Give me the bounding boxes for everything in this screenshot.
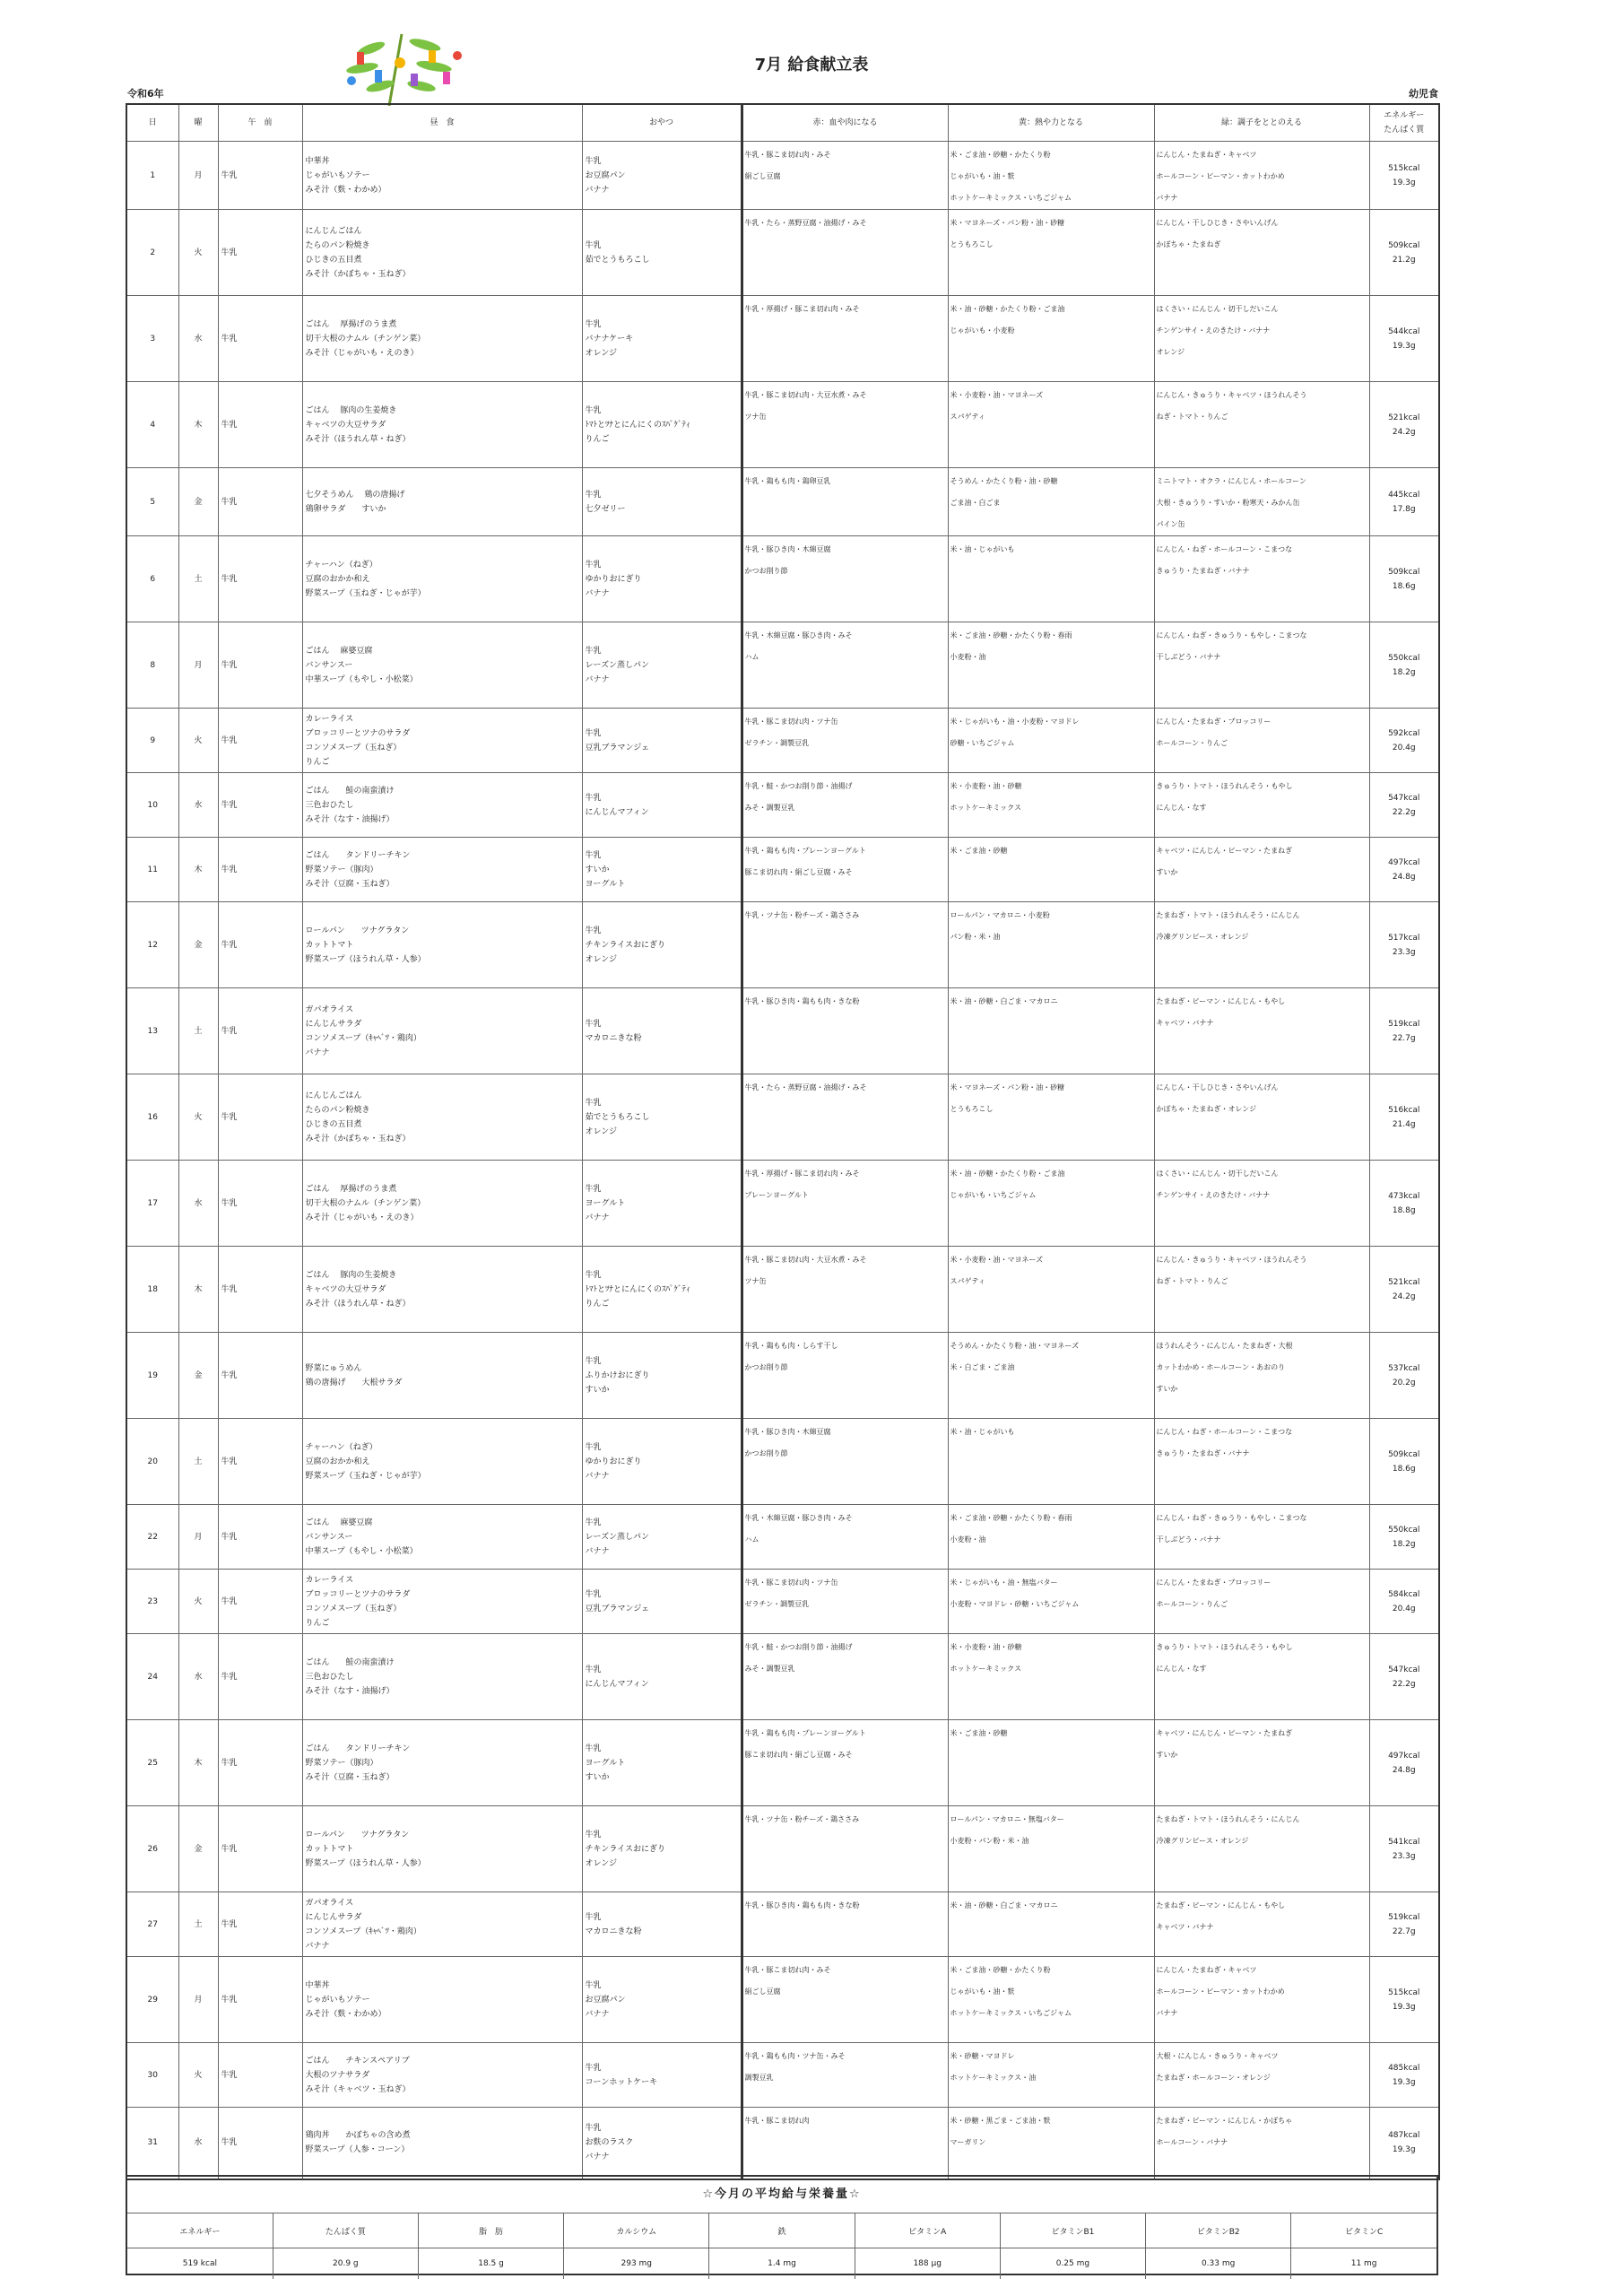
yellow-group-cell: そうめん・かたくり粉・油・砂糖 ごま油・白ごま: [948, 468, 1154, 536]
snack-cell: 牛乳 レーズン蒸しパン バナナ: [582, 622, 742, 709]
yellow-group-cell: 米・じゃがいも・油・小麦粉・マヨドレ 砂糖・いちごジャム: [948, 709, 1154, 773]
day-cell: 29: [126, 1957, 178, 2043]
table-row: [126, 1161, 1439, 1247]
average-value-cell: 11 mg: [1350, 2259, 1377, 2268]
average-label-cell: ビタミンA: [855, 2213, 1000, 2248]
morning-cell: 牛乳: [218, 142, 302, 210]
day-cell: 24: [126, 1634, 178, 1720]
snack-cell: 牛乳 マカロニきな粉: [582, 1892, 742, 1957]
morning-cell: 牛乳: [218, 709, 302, 773]
morning-cell: 牛乳: [218, 2043, 302, 2108]
energy-cell: 473kcal 18.8g: [1369, 1161, 1439, 1247]
average-label-cell: ビタミンB1: [1000, 2213, 1145, 2248]
average-label-cell: たんぱく質: [273, 2213, 418, 2248]
weekday-cell: 金: [178, 902, 218, 988]
weekday-cell: 土: [178, 988, 218, 1074]
green-group-cell: ほうれんそう・にんじん・たまねぎ・大根 カットわかめ・ホールコーン・あおのり すいか: [1154, 1333, 1369, 1419]
col-lunch: 昼 食: [302, 104, 582, 142]
lunch-cell: 中華丼 じゃがいもソテー みそ汁（麩・わかめ）: [302, 142, 582, 210]
green-group-cell: にんじん・きゅうり・キャベツ・ほうれんそう ねぎ・トマト・りんご: [1154, 1247, 1369, 1333]
lunch-cell: ごはん 麻婆豆腐 バンサンスー 中華スープ（もやし・小松菜）: [302, 1505, 582, 1570]
yellow-group-cell: 米・小麦粉・油・マヨネーズ スパゲティ: [948, 1247, 1154, 1333]
day-cell: 17: [126, 1161, 178, 1247]
table-row: [126, 1957, 1439, 2043]
table-row: [126, 2043, 1439, 2108]
morning-cell: 牛乳: [218, 1806, 302, 1892]
energy-cell: 497kcal 24.8g: [1369, 1720, 1439, 1806]
red-group-cell: 牛乳・鶏もも肉・ツナ缶・みそ 調製豆乳: [742, 2043, 948, 2108]
energy-cell: 544kcal 19.3g: [1369, 296, 1439, 382]
yellow-group-cell: 米・油・砂糖・かたくり粉・ごま油 じゃがいも・小麦粉: [948, 296, 1154, 382]
category-label: 幼児食: [1409, 88, 1438, 100]
yellow-group-cell: 米・じゃがいも・油・無塩バター 小麦粉・マヨドレ・砂糖・いちごジャム: [948, 1570, 1154, 1634]
red-group-cell: 牛乳・豚ひき肉・木綿豆腐 かつお削り節: [742, 1419, 948, 1505]
table-row: [126, 536, 1439, 622]
col-weekday: 曜: [178, 104, 218, 142]
col-red: 赤：血や肉になる: [742, 104, 948, 142]
red-group-cell: 牛乳・鶏もも肉・プレーンヨーグルト 豚こま切れ肉・絹ごし豆腐・みそ: [742, 838, 948, 902]
yellow-group-cell: 米・ごま油・砂糖・かたくり粉・春雨 小麦粉・油: [948, 622, 1154, 709]
day-cell: 30: [126, 2043, 178, 2108]
morning-cell: 牛乳: [218, 2108, 302, 2179]
snack-cell: 牛乳 ゆかりおにぎり バナナ: [582, 536, 742, 622]
yellow-group-cell: 米・油・砂糖・白ごま・マカロニ: [948, 1892, 1154, 1957]
morning-cell: 牛乳: [218, 296, 302, 382]
energy-cell: 485kcal 19.3g: [1369, 2043, 1439, 2108]
weekday-cell: 木: [178, 382, 218, 468]
weekday-cell: 金: [178, 1333, 218, 1419]
yellow-group-cell: 米・ごま油・砂糖・かたくり粉・春雨 小麦粉・油: [948, 1505, 1154, 1570]
red-group-cell: 牛乳・鶏もも肉・プレーンヨーグルト 豚こま切れ肉・絹ごし豆腐・みそ: [742, 1720, 948, 1806]
green-group-cell: にんじん・ねぎ・きゅうり・もやし・こまつな 干しぶどう・バナナ: [1154, 622, 1369, 709]
average-label-cell: ビタミンC: [1291, 2213, 1436, 2248]
weekday-cell: 土: [178, 536, 218, 622]
lunch-cell: ごはん 麻婆豆腐 バンサンスー 中華スープ（もやし・小松菜）: [302, 622, 582, 709]
table-row: [126, 902, 1439, 988]
table-row: [126, 1333, 1439, 1419]
yellow-group-cell: 米・砂糖・黒ごま・ごま油・麩 マーガリン: [948, 2108, 1154, 2179]
energy-cell: 487kcal 19.3g: [1369, 2108, 1439, 2179]
yellow-group-cell: 米・油・じゃがいも: [948, 536, 1154, 622]
table-row: [126, 1247, 1439, 1333]
red-group-cell: 牛乳・鶏もも肉・しらす干し かつお削り節: [742, 1333, 948, 1419]
yellow-group-cell: ロールパン・マカロニ・小麦粉 パン粉・米・油: [948, 902, 1154, 988]
average-value-cell: 20.9 g: [273, 2248, 418, 2280]
snack-cell: 牛乳 お麩のラスク バナナ: [582, 2108, 742, 2179]
red-group-cell: 牛乳・ツナ缶・粉チーズ・鶏ささみ: [742, 1806, 948, 1892]
yellow-group-cell: 米・マヨネーズ・パン粉・油・砂糖 とうもろこし: [948, 210, 1154, 296]
green-group-cell: にんじん・たまねぎ・ブロッコリー ホールコーン・りんご: [1154, 1570, 1369, 1634]
table-row: [126, 838, 1439, 902]
day-cell: 9: [126, 709, 178, 773]
morning-cell: 牛乳: [218, 773, 302, 838]
average-value-cell: 293 mg: [564, 2248, 709, 2280]
weekday-cell: 水: [178, 296, 218, 382]
morning-cell: 牛乳: [218, 536, 302, 622]
green-group-cell: にんじん・ねぎ・きゅうり・もやし・こまつな 干しぶどう・バナナ: [1154, 1505, 1369, 1570]
lunch-cell: 七夕そうめん 鶏の唐揚げ 鶏卵サラダ すいか: [302, 468, 582, 536]
energy-cell: 519kcal 22.7g: [1369, 988, 1439, 1074]
red-group-cell: 牛乳・豚こま切れ肉・みそ 絹ごし豆腐: [742, 142, 948, 210]
green-group-cell: たまねぎ・ピーマン・にんじん・もやし キャベツ・バナナ: [1154, 1892, 1369, 1957]
weekday-cell: 火: [178, 210, 218, 296]
green-group-cell: にんじん・ねぎ・ホールコーン・こまつな きゅうり・たまねぎ・バナナ: [1154, 1419, 1369, 1505]
red-group-cell: 牛乳・ツナ缶・粉チーズ・鶏ささみ: [742, 902, 948, 988]
table-row: [126, 1720, 1439, 1806]
lunch-cell: にんじんごはん たらのパン粉焼き ひじきの五目煮 みそ汁（かぼちゃ・玉ねぎ）: [302, 1074, 582, 1161]
lunch-cell: ごはん 豚肉の生姜焼き キャベツの大豆サラダ みそ汁（ほうれん草・ねぎ）: [302, 382, 582, 468]
col-morning: 午 前: [218, 104, 302, 142]
lunch-cell: チャーハン（ねぎ） 豆腐のおかか和え 野菜スープ（玉ねぎ・じゃが芋）: [302, 536, 582, 622]
snack-cell: 牛乳 にんじんマフィン: [582, 773, 742, 838]
red-group-cell: 牛乳・厚揚げ・豚こま切れ肉・みそ プレーンヨーグルト: [742, 1161, 948, 1247]
snack-cell: 牛乳 ﾄﾏﾄとﾂﾅとにんにくのｽﾊﾟｹﾞﾃｨ りんご: [582, 1247, 742, 1333]
green-group-cell: はくさい・にんじん・切干しだいこん チンゲンサイ・えのきたけ・バナナ: [1154, 1161, 1369, 1247]
energy-cell: 515kcal 19.3g: [1369, 1957, 1439, 2043]
weekday-cell: 月: [178, 1957, 218, 2043]
day-cell: 19: [126, 1333, 178, 1419]
table-row: [126, 2108, 1439, 2179]
green-group-cell: にんじん・たまねぎ・キャベツ ホールコーン・ピーマン・カットわかめ バナナ: [1154, 142, 1369, 210]
red-group-cell: 牛乳・たら・蒸野豆腐・油揚げ・みそ: [742, 1074, 948, 1161]
lunch-cell: ごはん タンドリーチキン 野菜ソテー（豚肉） みそ汁（豆腐・玉ねぎ）: [302, 838, 582, 902]
yellow-group-cell: 米・油・砂糖・白ごま・マカロニ: [948, 988, 1154, 1074]
green-group-cell: にんじん・たまねぎ・ブロッコリー ホールコーン・りんご: [1154, 709, 1369, 773]
energy-cell: 515kcal 19.3g: [1369, 142, 1439, 210]
weekday-cell: 火: [178, 1570, 218, 1634]
morning-cell: 牛乳: [218, 1333, 302, 1419]
weekday-cell: 水: [178, 2108, 218, 2179]
morning-cell: 牛乳: [218, 1074, 302, 1161]
morning-cell: 牛乳: [218, 1720, 302, 1806]
snack-cell: 牛乳 チキンライスおにぎり オレンジ: [582, 902, 742, 988]
red-group-cell: 牛乳・鮭・かつお削り節・油揚げ みそ・調製豆乳: [742, 773, 948, 838]
snack-cell: 牛乳 お豆腐パン バナナ: [582, 1957, 742, 2043]
energy-cell: 509kcal 18.6g: [1369, 1419, 1439, 1505]
average-label-cell: 脂 肪: [418, 2213, 563, 2248]
weekday-cell: 火: [178, 2043, 218, 2108]
menu-table: [126, 103, 1440, 2180]
green-group-cell: たまねぎ・トマト・ほうれんそう・にんじん 冷凍グリンピース・オレンジ: [1154, 1806, 1369, 1892]
red-group-cell: 牛乳・豚ひき肉・鶏もも肉・きな粉: [742, 1892, 948, 1957]
green-group-cell: たまねぎ・トマト・ほうれんそう・にんじん 冷凍グリンピース・オレンジ: [1154, 902, 1369, 988]
red-group-cell: 牛乳・豚こま切れ肉・大豆水煮・みそ ツナ缶: [742, 1247, 948, 1333]
snack-cell: 牛乳 ﾄﾏﾄとﾂﾅとにんにくのｽﾊﾟｹﾞﾃｨ りんご: [582, 382, 742, 468]
snack-cell: 牛乳 レーズン蒸しパン バナナ: [582, 1505, 742, 1570]
yellow-group-cell: 米・油・じゃがいも: [948, 1419, 1154, 1505]
energy-cell: 519kcal 22.7g: [1369, 1892, 1439, 1957]
yellow-group-cell: 米・小麦粉・油・砂糖 ホットケーキミックス: [948, 1634, 1154, 1720]
day-cell: 20: [126, 1419, 178, 1505]
green-group-cell: たまねぎ・ピーマン・にんじん・もやし キャベツ・バナナ: [1154, 988, 1369, 1074]
lunch-cell: ごはん 厚揚げのうま煮 切干大根のナムル（チンゲン菜） みそ汁（じゃがいも・えのき）: [302, 1161, 582, 1247]
average-labels-row: [127, 2213, 1436, 2248]
energy-cell: 497kcal 24.8g: [1369, 838, 1439, 902]
red-group-cell: 牛乳・鮭・かつお削り節・油揚げ みそ・調製豆乳: [742, 1634, 948, 1720]
weekday-cell: 月: [178, 142, 218, 210]
red-group-cell: 牛乳・豚こま切れ肉: [742, 2108, 948, 2179]
yellow-group-cell: 米・マヨネーズ・パン粉・油・砂糖 とうもろこし: [948, 1074, 1154, 1161]
table-row: [126, 468, 1439, 536]
green-group-cell: にんじん・干しひじき・さやいんげん かぼちゃ・たまねぎ・オレンジ: [1154, 1074, 1369, 1161]
table-row: [126, 382, 1439, 468]
table-row: [126, 210, 1439, 296]
snack-cell: 牛乳 チキンライスおにぎり オレンジ: [582, 1806, 742, 1892]
energy-cell: 516kcal 21.4g: [1369, 1074, 1439, 1161]
weekday-cell: 水: [178, 1634, 218, 1720]
table-row: [126, 1892, 1439, 1957]
energy-cell: 550kcal 18.2g: [1369, 622, 1439, 709]
day-cell: 3: [126, 296, 178, 382]
lunch-cell: チャーハン（ねぎ） 豆腐のおかか和え 野菜スープ（玉ねぎ・じゃが芋）: [302, 1419, 582, 1505]
day-cell: 18: [126, 1247, 178, 1333]
lunch-cell: ガパオライス にんじんサラダ コンソメスープ（ｷｬﾍﾞﾂ・鶏肉） バナナ: [302, 988, 582, 1074]
era-label: 令和6年: [127, 88, 164, 100]
table-row: [126, 1505, 1439, 1570]
lunch-cell: 野菜にゅうめん 鶏の唐揚げ 大根サラダ: [302, 1333, 582, 1419]
day-cell: 12: [126, 902, 178, 988]
green-group-cell: にんじん・たまねぎ・キャベツ ホールコーン・ピーマン・カットわかめ バナナ: [1154, 1957, 1369, 2043]
morning-cell: 牛乳: [218, 1634, 302, 1720]
yellow-group-cell: 米・小麦粉・油・砂糖 ホットケーキミックス: [948, 773, 1154, 838]
weekday-cell: 火: [178, 709, 218, 773]
green-group-cell: にんじん・ねぎ・ホールコーン・こまつな きゅうり・たまねぎ・バナナ: [1154, 536, 1369, 622]
day-cell: 31: [126, 2108, 178, 2179]
weekday-cell: 木: [178, 1247, 218, 1333]
yellow-group-cell: 米・ごま油・砂糖・かたくり粉 じゃがいも・油・麩 ホットケーキミックス・いちごジャム: [948, 142, 1154, 210]
green-group-cell: たまねぎ・ピーマン・にんじん・かぼちゃ ホールコーン・バナナ: [1154, 2108, 1369, 2179]
green-group-cell: にんじん・きゅうり・キャベツ・ほうれんそう ねぎ・トマト・りんご: [1154, 382, 1369, 468]
snack-cell: 牛乳 茹でとうもろこし: [582, 210, 742, 296]
green-group-cell: 大根・にんじん・きゅうり・キャベツ たまねぎ・ホールコーン・オレンジ: [1154, 2043, 1369, 2108]
average-nutrition-box: [126, 2175, 1438, 2275]
weekday-cell: 木: [178, 1720, 218, 1806]
average-value-cell: 188 μg: [855, 2248, 1000, 2280]
day-cell: 23: [126, 1570, 178, 1634]
menu-body: [126, 142, 1439, 2179]
lunch-cell: ロールパン ツナグラタン カットトマト 野菜スープ（ほうれん草・人参）: [302, 902, 582, 988]
energy-cell: 547kcal 22.2g: [1369, 773, 1439, 838]
day-cell: 8: [126, 622, 178, 709]
table-header-row: [126, 104, 1439, 142]
yellow-group-cell: 米・砂糖・マヨドレ ホットケーキミックス・油: [948, 2043, 1154, 2108]
lunch-cell: 中華丼 じゃがいもソテー みそ汁（麩・わかめ）: [302, 1957, 582, 2043]
table-row: [126, 1634, 1439, 1720]
red-group-cell: 牛乳・木綿豆腐・豚ひき肉・みそ ハム: [742, 622, 948, 709]
day-cell: 5: [126, 468, 178, 536]
energy-cell: 584kcal 20.4g: [1369, 1570, 1439, 1634]
table-row: [126, 1570, 1439, 1634]
energy-cell: 509kcal 21.2g: [1369, 210, 1439, 296]
col-energy: エネルギー たんぱく質: [1369, 104, 1439, 142]
energy-cell: 521kcal 24.2g: [1369, 382, 1439, 468]
average-values-row: [127, 2248, 1436, 2280]
table-row: [126, 142, 1439, 210]
energy-cell: 537kcal 20.2g: [1369, 1333, 1439, 1419]
average-label-cell: エネルギー: [127, 2213, 273, 2248]
morning-cell: 牛乳: [218, 838, 302, 902]
morning-cell: 牛乳: [218, 1570, 302, 1634]
morning-cell: 牛乳: [218, 988, 302, 1074]
morning-cell: 牛乳: [218, 1247, 302, 1333]
average-value-cell: 0.33 mg: [1146, 2248, 1291, 2280]
snack-cell: 牛乳 茹でとうもろこし オレンジ: [582, 1074, 742, 1161]
lunch-cell: ごはん 厚揚げのうま煮 切干大根のナムル（チンゲン菜） みそ汁（じゃがいも・えのき）: [302, 296, 582, 382]
yellow-group-cell: 米・小麦粉・油・マヨネーズ スパゲティ: [948, 382, 1154, 468]
yellow-group-cell: 米・ごま油・砂糖: [948, 838, 1154, 902]
energy-cell: 445kcal 17.8g: [1369, 468, 1439, 536]
red-group-cell: 牛乳・豚こま切れ肉・ツナ缶 ゼラチン・調製豆乳: [742, 709, 948, 773]
red-group-cell: 牛乳・豚こま切れ肉・みそ 絹ごし豆腐: [742, 1957, 948, 2043]
lunch-cell: ごはん チキンスペアリブ 大根のツナサラダ みそ汁（キャベツ・玉ねぎ）: [302, 2043, 582, 2108]
col-green: 緑：調子をととのえる: [1154, 104, 1369, 142]
table-row: [126, 773, 1439, 838]
day-cell: 4: [126, 382, 178, 468]
red-group-cell: 牛乳・たら・蒸野豆腐・油揚げ・みそ: [742, 210, 948, 296]
day-cell: 13: [126, 988, 178, 1074]
col-yellow: 黄：熱や力となる: [948, 104, 1154, 142]
red-group-cell: 牛乳・豚こま切れ肉・大豆水煮・みそ ツナ缶: [742, 382, 948, 468]
day-cell: 27: [126, 1892, 178, 1957]
snack-cell: 牛乳 コーンホットケーキ: [582, 2043, 742, 2108]
lunch-cell: ロールパン ツナグラタン カットトマト 野菜スープ（ほうれん草・人参）: [302, 1806, 582, 1892]
average-label-cell: ビタミンB2: [1146, 2213, 1291, 2248]
day-cell: 25: [126, 1720, 178, 1806]
tanabata-bamboo-icon: [335, 30, 479, 106]
weekday-cell: 月: [178, 622, 218, 709]
morning-cell: 牛乳: [218, 622, 302, 709]
red-group-cell: 牛乳・木綿豆腐・豚ひき肉・みそ ハム: [742, 1505, 948, 1570]
average-value-cell: 519 kcal: [127, 2248, 273, 2280]
average-value-cell: 0.25 mg: [1000, 2248, 1145, 2280]
average-title: ☆今月の平均給与栄養量☆: [127, 2177, 1436, 2213]
average-label-cell: カルシウム: [564, 2213, 709, 2248]
day-cell: 6: [126, 536, 178, 622]
snack-cell: 牛乳 豆乳ブラマンジェ: [582, 709, 742, 773]
green-group-cell: キャベツ・にんじん・ピーマン・たまねぎ すいか: [1154, 1720, 1369, 1806]
table-row: [126, 1419, 1439, 1505]
table-row: [126, 709, 1439, 773]
energy-cell: 550kcal 18.2g: [1369, 1505, 1439, 1570]
day-cell: 26: [126, 1806, 178, 1892]
table-row: [126, 296, 1439, 382]
weekday-cell: 水: [178, 773, 218, 838]
energy-cell: 509kcal 18.6g: [1369, 536, 1439, 622]
table-row: [126, 1074, 1439, 1161]
morning-cell: 牛乳: [218, 1505, 302, 1570]
green-group-cell: キャベツ・にんじん・ピーマン・たまねぎ すいか: [1154, 838, 1369, 902]
morning-cell: 牛乳: [218, 1161, 302, 1247]
snack-cell: 牛乳 ヨーグルト すいか: [582, 1720, 742, 1806]
lunch-cell: ごはん 鮭の南蛮漬け 三色おひたし みそ汁（なす・油揚げ）: [302, 1634, 582, 1720]
day-cell: 1: [126, 142, 178, 210]
weekday-cell: 水: [178, 1161, 218, 1247]
page-title: 7月 給食献立表: [754, 56, 869, 74]
weekday-cell: 月: [178, 1505, 218, 1570]
col-day: 日: [126, 104, 178, 142]
morning-cell: 牛乳: [218, 1892, 302, 1957]
energy-cell: 517kcal 23.3g: [1369, 902, 1439, 988]
yellow-group-cell: そうめん・かたくり粉・油・マヨネーズ 米・白ごま・ごま油: [948, 1333, 1154, 1419]
yellow-group-cell: 米・ごま油・砂糖: [948, 1720, 1154, 1806]
green-group-cell: にんじん・干しひじき・さやいんげん かぼちゃ・たまねぎ: [1154, 210, 1369, 296]
yellow-group-cell: 米・油・砂糖・かたくり粉・ごま油 じゃがいも・いちごジャム: [948, 1161, 1154, 1247]
table-row: [126, 622, 1439, 709]
day-cell: 11: [126, 838, 178, 902]
lunch-cell: にんじんごはん たらのパン粉焼き ひじきの五目煮 みそ汁（かぼちゃ・玉ねぎ）: [302, 210, 582, 296]
lunch-cell: ガパオライス にんじんサラダ コンソメスープ（ｷｬﾍﾞﾂ・鶏肉） バナナ: [302, 1892, 582, 1957]
col-snack: おやつ: [582, 104, 742, 142]
morning-cell: 牛乳: [218, 1419, 302, 1505]
red-group-cell: 牛乳・鶏もも肉・鶏卵豆乳: [742, 468, 948, 536]
morning-cell: 牛乳: [218, 902, 302, 988]
weekday-cell: 木: [178, 838, 218, 902]
red-group-cell: 牛乳・厚揚げ・豚こま切れ肉・みそ: [742, 296, 948, 382]
average-table: [127, 2213, 1436, 2279]
red-group-cell: 牛乳・豚ひき肉・木綿豆腐 かつお削り節: [742, 536, 948, 622]
morning-cell: 牛乳: [218, 1957, 302, 2043]
green-group-cell: きゅうり・トマト・ほうれんそう・もやし にんじん・なす: [1154, 1634, 1369, 1720]
red-group-cell: 牛乳・豚こま切れ肉・ツナ缶 ゼラチン・調製豆乳: [742, 1570, 948, 1634]
snack-cell: 牛乳 すいか ヨーグルト: [582, 838, 742, 902]
energy-cell: 521kcal 24.2g: [1369, 1247, 1439, 1333]
green-group-cell: はくさい・にんじん・切干しだいこん チンゲンサイ・えのきたけ・バナナ オレンジ: [1154, 296, 1369, 382]
snack-cell: 牛乳 豆乳ブラマンジェ: [582, 1570, 742, 1634]
table-row: [126, 1806, 1439, 1892]
day-cell: 16: [126, 1074, 178, 1161]
average-value-cell: 18.5 g: [418, 2248, 563, 2280]
snack-cell: 牛乳 ヨーグルト バナナ: [582, 1161, 742, 1247]
weekday-cell: 火: [178, 1074, 218, 1161]
yellow-group-cell: ロールパン・マカロニ・無塩バター 小麦粉・パン粉・米・油: [948, 1806, 1154, 1892]
green-group-cell: きゅうり・トマト・ほうれんそう・もやし にんじん・なす: [1154, 773, 1369, 838]
energy-cell: 547kcal 22.2g: [1369, 1634, 1439, 1720]
snack-cell: 牛乳 ゆかりおにぎり バナナ: [582, 1419, 742, 1505]
day-cell: 2: [126, 210, 178, 296]
energy-cell: 541kcal 23.3g: [1369, 1806, 1439, 1892]
average-value-cell: 1.4 mg: [709, 2248, 855, 2280]
average-label-cell: 鉄: [709, 2213, 855, 2248]
red-group-cell: 牛乳・豚ひき肉・鶏もも肉・きな粉: [742, 988, 948, 1074]
snack-cell: 牛乳 ふりかけおにぎり すいか: [582, 1333, 742, 1419]
snack-cell: 牛乳 お豆腐パン バナナ: [582, 142, 742, 210]
green-group-cell: ミニトマト・オクラ・にんじん・ホールコーン 大根・きゅうり・すいか・粉寒天・みかん缶 パイン缶: [1154, 468, 1369, 536]
yellow-group-cell: 米・ごま油・砂糖・かたくり粉 じゃがいも・油・麩 ホットケーキミックス・いちごジャム: [948, 1957, 1154, 2043]
snack-cell: 牛乳 マカロニきな粉: [582, 988, 742, 1074]
snack-cell: 牛乳 七夕ゼリー: [582, 468, 742, 536]
snack-cell: 牛乳 バナナケーキ オレンジ: [582, 296, 742, 382]
lunch-cell: ごはん タンドリーチキン 野菜ソテー（豚肉） みそ汁（豆腐・玉ねぎ）: [302, 1720, 582, 1806]
lunch-cell: ごはん 鮭の南蛮漬け 三色おひたし みそ汁（なす・油揚げ）: [302, 773, 582, 838]
day-cell: 10: [126, 773, 178, 838]
morning-cell: 牛乳: [218, 210, 302, 296]
weekday-cell: 土: [178, 1892, 218, 1957]
weekday-cell: 金: [178, 1806, 218, 1892]
lunch-cell: カレーライス ブロッコリーとツナのサラダ コンソメスープ（玉ねぎ） りんご: [302, 1570, 582, 1634]
weekday-cell: 金: [178, 468, 218, 536]
weekday-cell: 土: [178, 1419, 218, 1505]
energy-cell: 592kcal 20.4g: [1369, 709, 1439, 773]
morning-cell: 牛乳: [218, 468, 302, 536]
morning-cell: 牛乳: [218, 382, 302, 468]
lunch-cell: カレーライス ブロッコリーとツナのサラダ コンソメスープ（玉ねぎ） りんご: [302, 709, 582, 773]
table-row: [126, 988, 1439, 1074]
lunch-cell: ごはん 豚肉の生姜焼き キャベツの大豆サラダ みそ汁（ほうれん草・ねぎ）: [302, 1247, 582, 1333]
snack-cell: 牛乳 にんじんマフィン: [582, 1634, 742, 1720]
day-cell: 22: [126, 1505, 178, 1570]
lunch-cell: 鶏肉丼 かぼちゃの含め煮 野菜スープ（人参・コーン）: [302, 2108, 582, 2179]
